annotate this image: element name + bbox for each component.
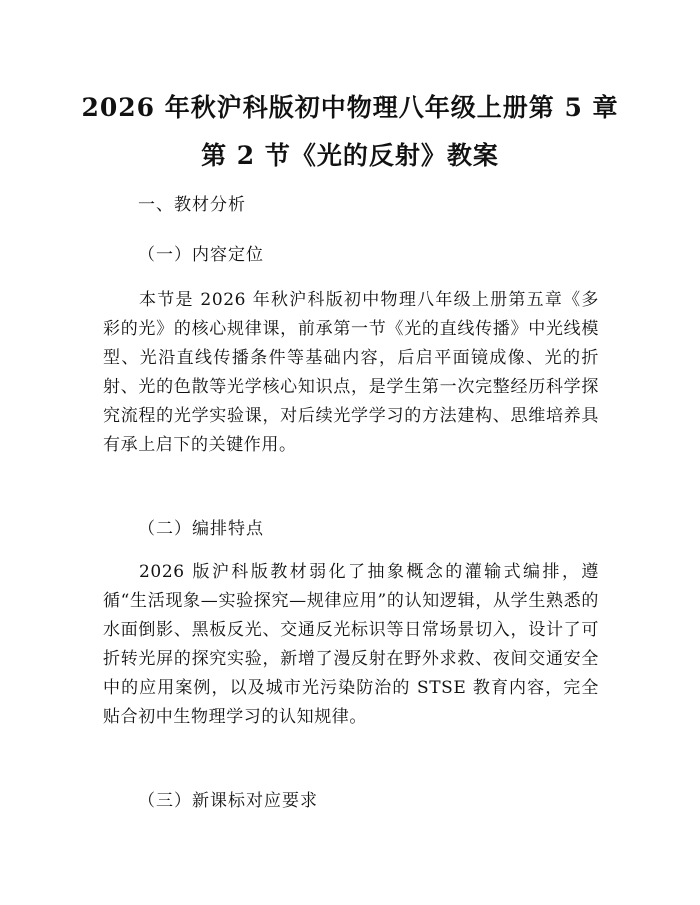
document-title-line-2: 第 2 节《光的反射》教案 [201, 141, 499, 170]
section-heading-teaching-material-analysis: 一、教材分析 [138, 195, 246, 215]
paragraph-content-positioning: 本节是 2026 年秋沪科版初中物理八年级上册第五章《多彩的光》的核心规律课，前承第一节《光的直线传播》中光线模型、光沿直线传播条件等基础内容，后启平面镜成像、光的折射、光的色散等光学核心知识点，是学生第一次完整经历科学探究流程的光学实验课，对后续光学学习的方法建构、思维培养具有承上启下的关键作用。 [103, 290, 599, 455]
subsection-heading-curriculum-requirements: （三）新课标对应要求 [138, 791, 318, 811]
subsection-heading-arrangement-features: （二）编排特点 [138, 519, 264, 539]
document-title-line-1: 2026 年秋沪科版初中物理八年级上册第 5 章 [81, 93, 619, 122]
paragraph-arrangement-features: 2026 版沪科版教材弱化了抽象概念的灌输式编排，遵循“生活现象—实验探究—规律应用”的认知逻辑，从学生熟悉的水面倒影、黑板反光、交通反光标识等日常场景切入，设计了可折转光屏的探究实验，新增了漫反射在野外求救、夜间交通安全中的应用案例，以及城市光污染防治的 STSE 教育内容，完全贴合初中生物理学习的认知规律。 [103, 562, 599, 727]
subsection-heading-content-positioning: （一）内容定位 [138, 245, 264, 265]
